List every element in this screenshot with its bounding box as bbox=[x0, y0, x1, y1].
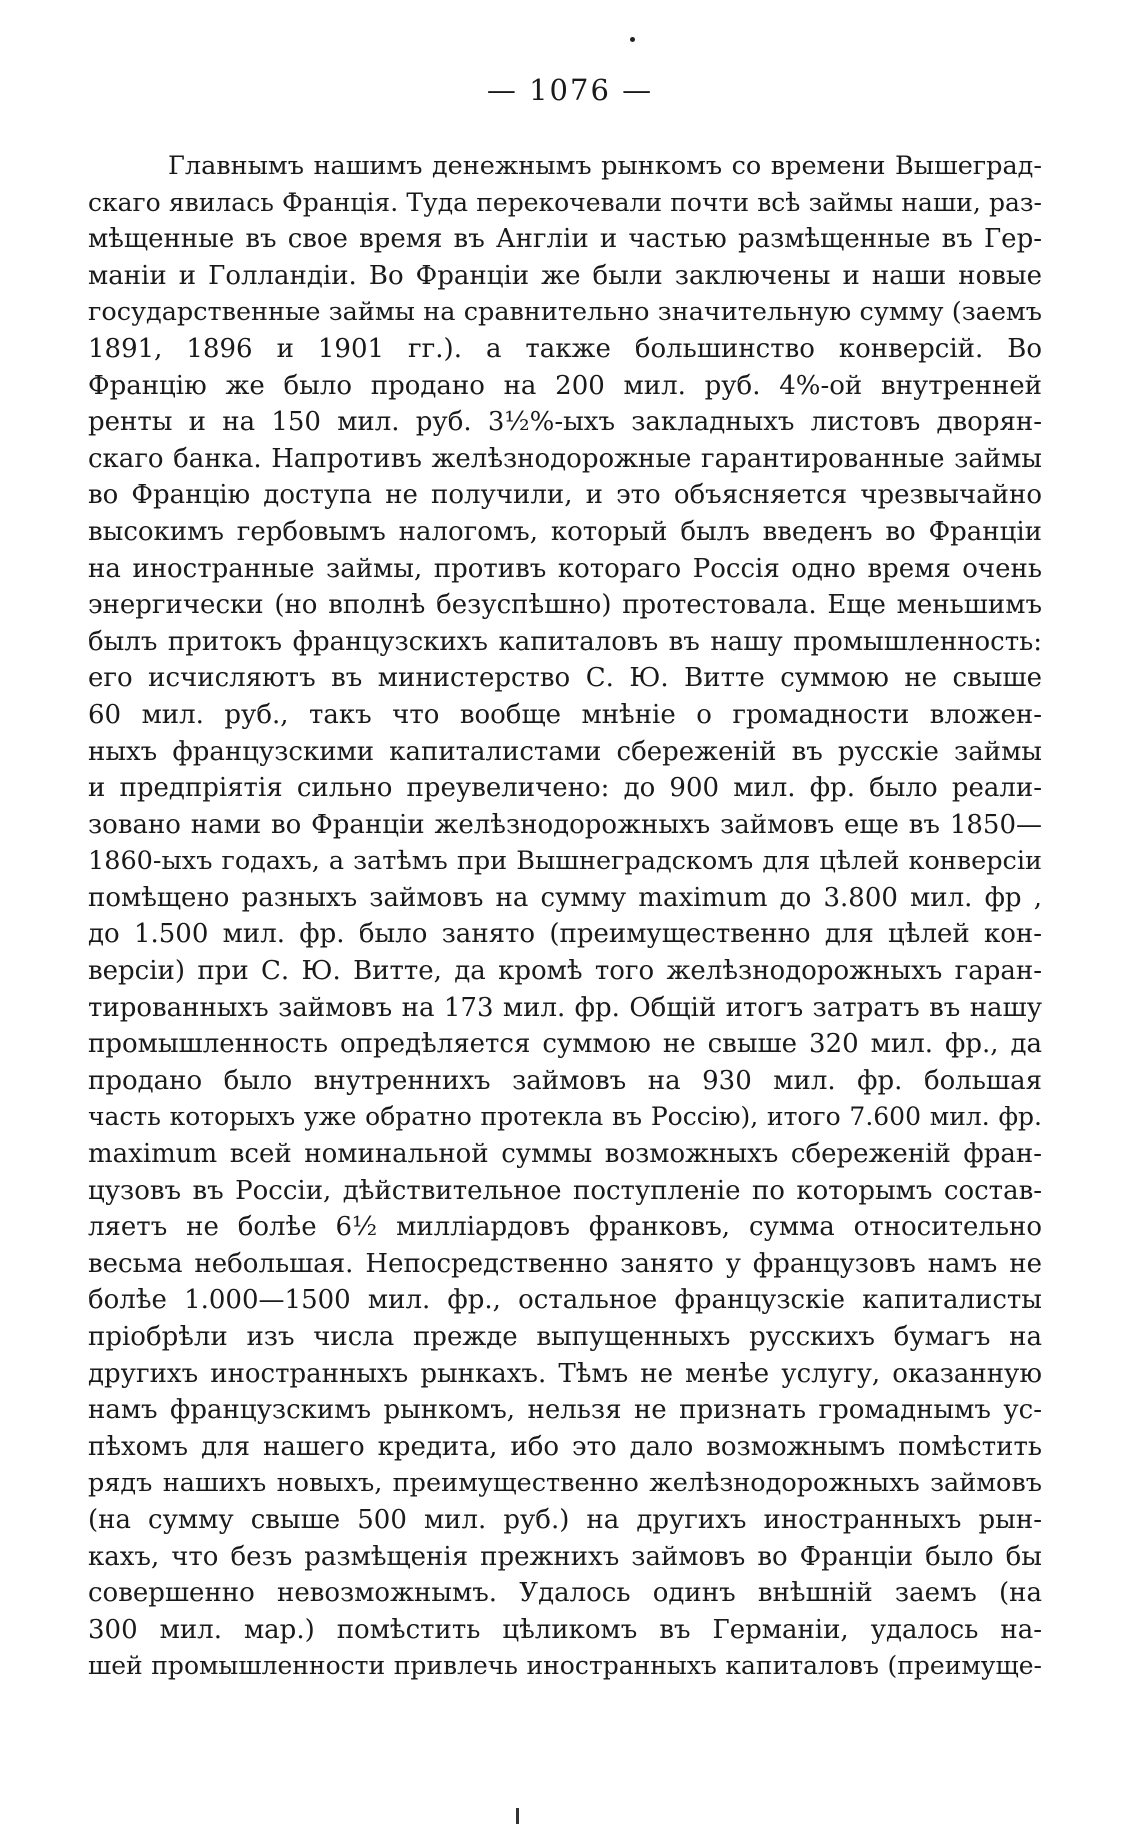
text-line: государственные займы на сравнительно значительную сумму (заемъ bbox=[88, 297, 1042, 328]
text-line: ренты и на 150 мил. руб. 3½%-ыхъ закладныхъ листовъ дворян- bbox=[88, 407, 1042, 438]
text-line: зовано нами во Францiи желѣзнодорожныхъ займовъ еще въ 1850— bbox=[88, 809, 1042, 840]
print-speck bbox=[630, 37, 635, 42]
text-line: тированныхъ займовъ на 173 мил. фр. Общiй итогъ затратъ въ нашу bbox=[88, 992, 1042, 1023]
text-line: шей промышленности привлечь иностранныхъ капиталовъ (преимуще- bbox=[88, 1651, 1042, 1681]
text-line: (на сумму свыше 500 мил. руб.) на другихъ иностранныхъ рын- bbox=[88, 1504, 1042, 1535]
text-line: кахъ, что безъ размѣщенiя прежнихъ займовъ во Францiи было бы bbox=[88, 1541, 1042, 1572]
text-line: 1860-ыхъ годахъ, а затѣмъ при Вышнеградскомъ для цѣлей конверсiи bbox=[88, 846, 1042, 877]
text-line: 300 мил. мар.) помѣстить цѣликомъ въ Германiи, удалось на- bbox=[88, 1614, 1042, 1645]
text-line: Главнымъ нашимъ денежнымъ рынкомъ со времени Вышеград- bbox=[168, 151, 1042, 181]
page-number: — 1076 — bbox=[486, 73, 654, 107]
text-line: продано было внутреннихъ займовъ на 930 мил. фр. большая bbox=[88, 1065, 1042, 1096]
text-line: версiи) при С. Ю. Витте, да кромѣ того желѣзнодорожныхъ гаран- bbox=[88, 956, 1042, 987]
text-line: 1891, 1896 и 1901 гг.). а также большинство конверсiй. Во bbox=[88, 333, 1042, 364]
text-line: энергически (но вполнѣ безуспѣшно) протестовала. Еще меньшимъ bbox=[88, 590, 1042, 621]
text-line: его исчисляютъ въ министерство С. Ю. Витте суммою не свыше bbox=[88, 663, 1042, 694]
text-line: совершенно невозможнымъ. Удалось одинъ внѣшнiй заемъ (на bbox=[88, 1578, 1042, 1609]
text-line: ляетъ не болѣе 6½ миллiардовъ франковъ, сумма относительно bbox=[88, 1212, 1042, 1243]
print-mark bbox=[516, 1808, 519, 1824]
text-line: во Францiю доступа не получили, и это объясняется чрезвычайно bbox=[88, 480, 1042, 511]
text-line: цузовъ въ Россiи, дѣйствительное поступленiе по которымъ состав- bbox=[88, 1175, 1042, 1206]
text-line: мѣщенные въ свое время въ Англiи и частью размѣщенные въ Гер- bbox=[88, 224, 1042, 255]
text-line: промышленность опредѣляется суммою не свыше 320 мил. фр., да bbox=[88, 1029, 1042, 1060]
text-line: высокимъ гербовымъ налогомъ, который былъ введенъ во Францiи bbox=[88, 516, 1042, 547]
text-line: ныхъ французскими капиталистами сбереженiй въ русскiе займы bbox=[88, 736, 1042, 767]
text-line: часть которыхъ уже обратно протекла въ Россiю), итого 7.600 мил. фр. bbox=[88, 1102, 1042, 1132]
text-line: на иностранные займы, противъ котораго Россiя одно время очень bbox=[88, 553, 1042, 584]
text-line: до 1.500 мил. фр. было занято (преимущественно для цѣлей кон- bbox=[88, 919, 1042, 950]
text-line: былъ притокъ французскихъ капиталовъ въ нашу промышленность: bbox=[88, 626, 1042, 657]
text-line: весьма небольшая. Непосредственно занято у французовъ намъ не bbox=[88, 1248, 1042, 1279]
text-line: манiи и Голландiи. Во Францiи же были заключены и наши новые bbox=[88, 260, 1042, 291]
text-line: скаго явилась Францiя. Туда перекочевали почти всѣ займы наши, раз- bbox=[88, 187, 1042, 217]
body-text bbox=[88, 148, 1042, 1685]
text-line: намъ французскимъ рынкомъ, нельзя не признать громаднымъ ус- bbox=[88, 1395, 1042, 1426]
text-line: 60 мил. руб., такъ что вообще мнѣнiе о громадности вложен- bbox=[88, 699, 1042, 730]
text-line: помѣщено разныхъ займовъ на сумму maximum до 3.800 мил. фр , bbox=[88, 882, 1042, 913]
text-line: скаго банка. Напротивъ желѣзнодорожные гарантированные займы bbox=[88, 443, 1042, 474]
text-line: пѣхомъ для нашего кредита, ибо это дало возможнымъ помѣстить bbox=[88, 1431, 1042, 1462]
text-line: maximum всей номинальной суммы возможныхъ сбереженiй фран- bbox=[88, 1139, 1042, 1170]
text-line: и предпрiятiя сильно преувеличено: до 900 мил. фр. было реали- bbox=[88, 773, 1042, 804]
text-line: другихъ иностранныхъ рынкахъ. Тѣмъ не менѣе услугу, оказанную bbox=[88, 1358, 1042, 1389]
text-line: болѣе 1.000—1500 мил. фр., остальное французскiе капиталисты bbox=[88, 1285, 1042, 1316]
text-line: Францiю же было продано на 200 мил. руб. 4%-ой внутренней bbox=[88, 370, 1042, 401]
text-line: прiобрѣли изъ числа прежде выпущенныхъ русскихъ бумагъ на bbox=[88, 1322, 1042, 1352]
text-line: рядъ нашихъ новыхъ, преимущественно желѣзнодорожныхъ займовъ bbox=[88, 1468, 1042, 1499]
